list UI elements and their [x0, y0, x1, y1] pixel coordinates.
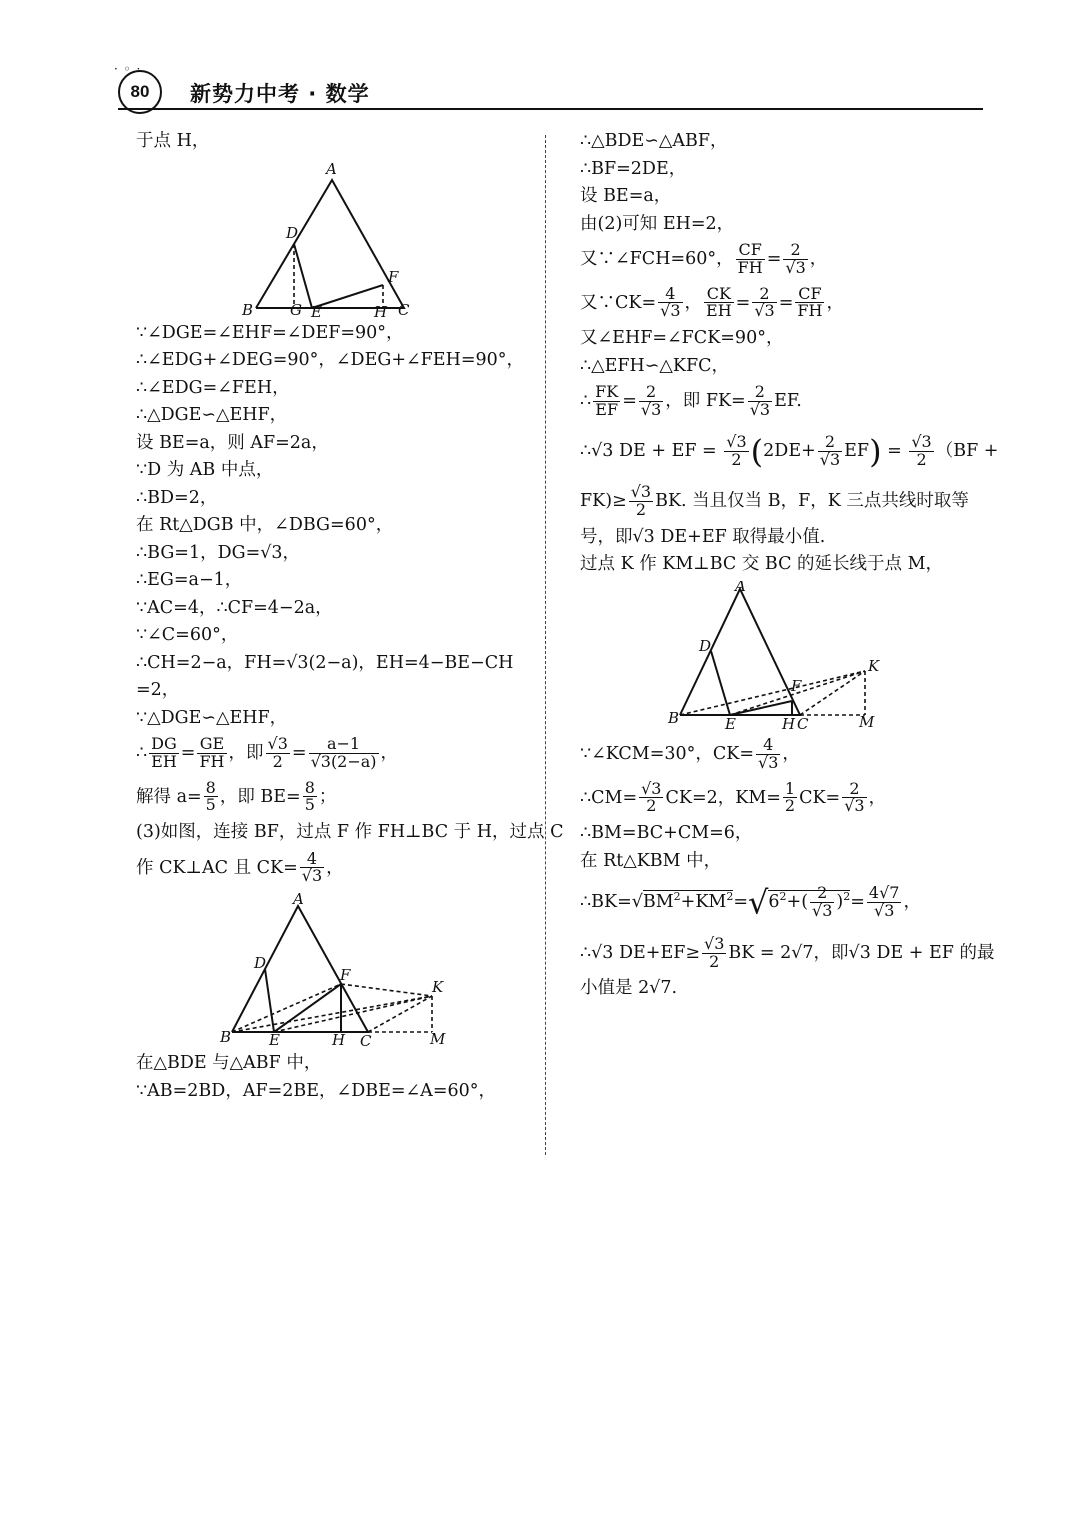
- text-line: ∵∠C=60°，: [136, 625, 239, 645]
- text-line: (3)如图，连接 BF，过点 F 作 FH⊥BC 于 H，过点 C: [136, 822, 564, 843]
- text-line: ∴∠EDG=∠FEH，: [136, 377, 290, 398]
- column-divider: [545, 135, 546, 1155]
- label-f: F: [388, 267, 399, 286]
- decorative-dots: · ◦ ·: [114, 62, 142, 76]
- text-line: ∴△EFH∽△KFC，: [580, 355, 729, 376]
- text-line: 在 Rt△KBM 中，: [580, 850, 722, 871]
- label-e: E: [725, 714, 736, 731]
- equation-line: ∴√3 DE + EF = $\frac{√3}{2}$ (2DE+ $\frac{2}{√3}$ EF) = $\frac{√3}{2}$ （BF +: [580, 431, 999, 471]
- equation-line: ∴√3 DE+EF≥ $\frac{√3}{2}$ BK = 2√7，即√3 DE + EF 的最: [580, 933, 995, 971]
- text-line: 又∠EHF=∠FCK=90°，: [580, 328, 784, 349]
- label-d: D: [286, 223, 299, 242]
- text-line: ∵AC=4，∴CF=4−2a，: [136, 597, 333, 618]
- label-k: K: [868, 656, 880, 675]
- text-line: 过点 K 作 KM⊥BC 交 BC 的延长线于点 M，: [580, 554, 944, 575]
- equation-line: 作 CK⊥AC 且 CK= $\frac{4}{√3}$ ，: [136, 848, 344, 886]
- book-title: 新势力中考 · 数学: [190, 82, 370, 106]
- label-e: E: [269, 1031, 280, 1049]
- text-line: ∴BM=BC+CM=6，: [580, 823, 753, 844]
- header-rule: [118, 108, 983, 110]
- text-line: 在 Rt△DGB 中，∠DBG=60°，: [136, 515, 394, 535]
- equation-line: ∴CM= $\frac{√3}{2}$ CK=2，KM= $\frac{1}{2}$ CK= $\frac{2}{√3}$ ，: [580, 778, 887, 816]
- label-b: B: [220, 1028, 232, 1047]
- label-g: G: [290, 300, 302, 318]
- text-line: ∴BD=2，: [136, 487, 218, 508]
- figure-triangle-km: [580, 581, 982, 731]
- label-h: H: [782, 714, 796, 731]
- text-line: ∴BG=1，DG=√3，: [136, 542, 301, 563]
- equation-line: $\therefore BK=√BM^2+KM^2=√6^2+$( $\frac{2}{√3}$ )$^2$= $\frac{4√7}{√3}$ ，: [580, 883, 921, 922]
- equation-line: 又∵∠FCH=60°， $\frac{CF}{FH}$ = $\frac{2}{√3}$ ，: [580, 240, 828, 277]
- label-c: C: [797, 714, 809, 731]
- text-line: 于点 H，: [136, 131, 210, 151]
- text-line: ∵∠DGE=∠EHF=∠DEF=90°，: [136, 322, 404, 343]
- label-a: A: [326, 159, 337, 178]
- text-line: ∴△DGE∽△EHF，: [136, 405, 288, 425]
- label-a: A: [735, 580, 746, 595]
- label-a: A: [293, 892, 304, 909]
- equation-line: ∵∠KCM=30°，CK= $\frac{4}{√3}$ ，: [580, 734, 800, 772]
- text-line: ∴∠EDG+∠DEG=90°，∠DEG+∠FEH=90°，: [136, 350, 525, 370]
- figure-triangle-ck: [136, 892, 534, 1048]
- label-b: B: [242, 300, 254, 318]
- label-m: M: [859, 712, 875, 731]
- text-line: ∴△BDE∽△ABF，: [580, 131, 728, 151]
- label-f: F: [340, 966, 351, 985]
- equation-line: ∴ $\frac{FK}{EF}$ = $\frac{2}{√3}$ ，即 FK= $\frac{2}{√3}$ EF.: [580, 382, 802, 419]
- text-line: ∴BF=2DE，: [580, 158, 687, 179]
- figure-triangle-dge: [136, 158, 534, 318]
- label-d: D: [699, 636, 712, 655]
- equation-line: 又∵CK= $\frac{4}{√3}$ ， $\frac{CK}{EH}$ = $\frac{2}{√3}$ = $\frac{CF}{FH}$ ，: [580, 283, 844, 321]
- label-h: H: [374, 302, 388, 318]
- text-line: 在△BDE 与△ABF 中，: [136, 1053, 322, 1074]
- equation-line: FK)≥ $\frac{√3}{2}$ BK. 当且仅当 B，F，K 三点共线时取等: [580, 482, 969, 520]
- label-e: E: [311, 302, 322, 318]
- label-d: D: [254, 954, 267, 973]
- equation-line: ∴ $\frac{DG}{EH}$ = $\frac{GE}{FH}$ ，即 $\frac{√3}{2}$ = $\frac{a-1}{√3(2-a)}$ ，: [136, 734, 399, 771]
- text-line: =2，: [136, 680, 180, 700]
- page-header: [0, 0, 1080, 120]
- text-line: 设 BE=a，: [580, 186, 672, 206]
- text-line: ∵△DGE∽△EHF，: [136, 707, 288, 728]
- left-column: [136, 128, 564, 1105]
- label-h: H: [332, 1031, 346, 1049]
- page-number: 80: [118, 70, 162, 114]
- label-c: C: [398, 300, 410, 318]
- right-column: [580, 128, 999, 1003]
- label-f: F: [791, 676, 802, 695]
- text-line: ∴CH=2−a，FH=√3(2−a)，EH=4−BE−CH: [136, 652, 514, 673]
- text-line: 小值是 2√7.: [580, 978, 678, 999]
- text-line: 设 BE=a，则 AF=2a，: [136, 432, 329, 453]
- label-m: M: [430, 1030, 446, 1049]
- label-c: C: [360, 1032, 372, 1049]
- equation-line: 解得 a= $\frac{8}{5}$ ，即 BE= $\frac{8}{5}$ ；: [136, 777, 337, 815]
- text-line: ∴EG=a−1，: [136, 570, 243, 590]
- text-line: ∵AB=2BD，AF=2BE，∠DBE=∠A=60°，: [136, 1080, 497, 1101]
- label-b: B: [668, 708, 680, 727]
- text-line: ∵D 为 AB 中点，: [136, 460, 274, 480]
- label-k: K: [432, 978, 444, 997]
- text-line: 号，即√3 DE+EF 取得最小值.: [580, 526, 826, 547]
- text-line: 由(2)可知 EH=2，: [580, 213, 735, 234]
